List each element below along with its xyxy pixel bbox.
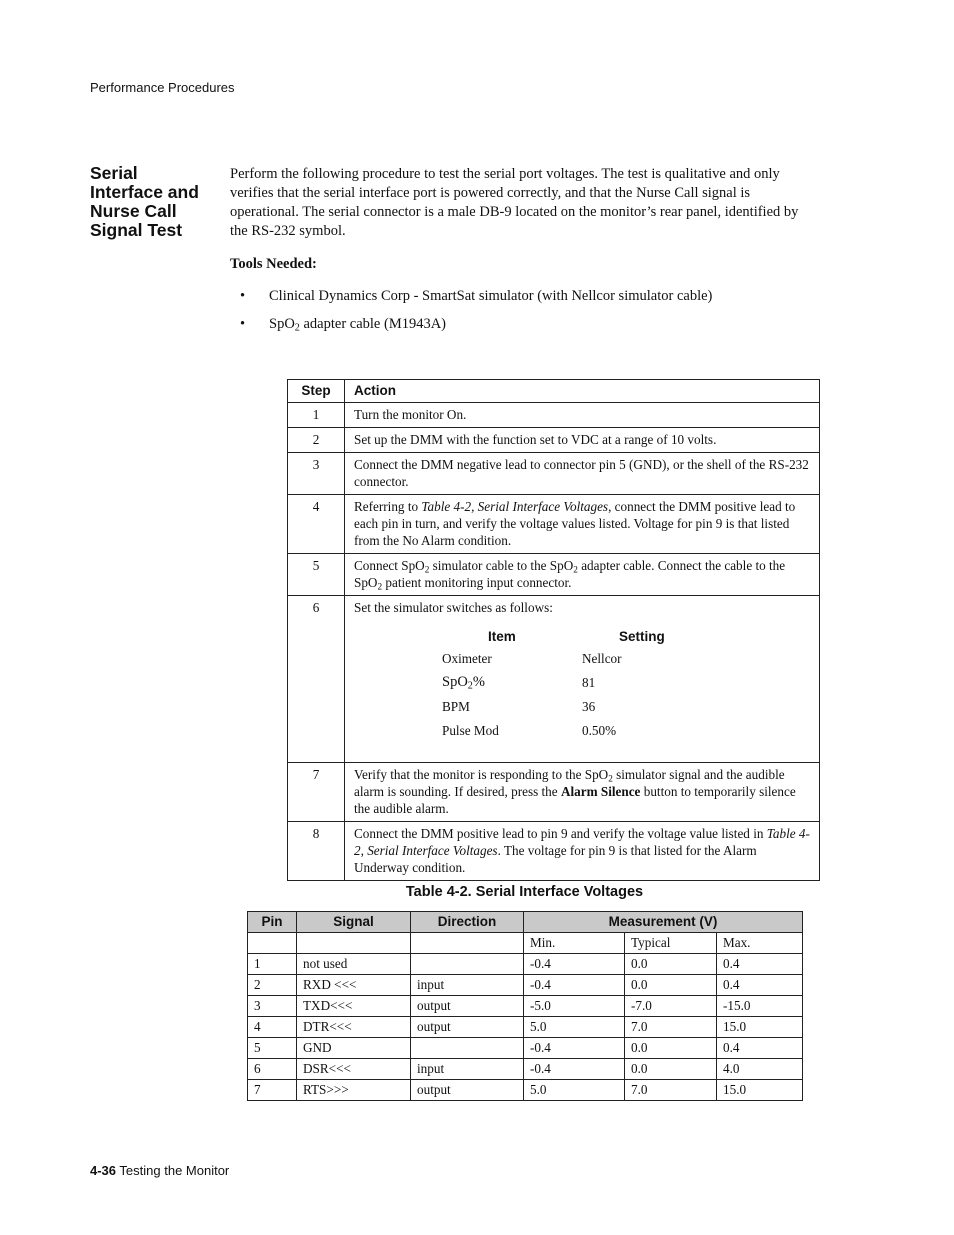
voltage-row (248, 1017, 803, 1038)
action-text: . The voltage for pin 9 is that listed for the Alarm Underway condition. (354, 843, 757, 875)
tools-needed-label: Tools Needed: (230, 256, 317, 272)
step-action (345, 596, 820, 763)
direction-cell: input (411, 975, 524, 996)
min-cell: -0.4 (524, 954, 625, 975)
pin-cell: 1 (248, 954, 297, 975)
page-number: 4-36 (90, 1163, 117, 1178)
signal-cell: GND (297, 1038, 411, 1059)
step-number: 7 (288, 763, 345, 822)
alarm-silence-label: Alarm Silence (560, 784, 641, 799)
step-number: 5 (288, 554, 345, 596)
max-cell: 4.0 (717, 1059, 803, 1080)
setting-value: Nellcor (582, 651, 622, 666)
settings-row (442, 674, 682, 698)
tool-list-item (240, 316, 446, 333)
voltage-row (248, 954, 803, 975)
signal-cell: RTS>>> (297, 1080, 411, 1101)
min-cell: -0.4 (524, 1038, 625, 1059)
step-number: 6 (288, 596, 345, 763)
direction-cell: input (411, 1059, 524, 1080)
step-number: 1 (288, 403, 345, 428)
procedure-row (288, 453, 820, 495)
direction-cell (411, 954, 524, 975)
action-text: Connect the DMM positive lead to pin 9 and verify the voltage value listed in (354, 826, 767, 841)
typical-cell: 7.0 (625, 1080, 717, 1101)
typical-cell: 0.0 (625, 975, 717, 996)
step-action: Turn the monitor On. (345, 403, 820, 428)
procedure-row (288, 596, 820, 763)
bullet-icon: • (240, 288, 246, 304)
pin-cell: 7 (248, 1080, 297, 1101)
max-cell: 15.0 (717, 1080, 803, 1101)
item-text: % (472, 674, 485, 690)
max-cell: -15.0 (717, 996, 803, 1017)
setting-value: 0.50% (582, 723, 617, 738)
tool-text: SpO (269, 316, 295, 332)
settings-row (442, 650, 682, 674)
empty-cell (411, 933, 524, 954)
direction-cell: output (411, 1017, 524, 1038)
pin-header: Pin (248, 912, 297, 933)
bullet-icon: • (240, 316, 246, 332)
signal-cell: DTR<<< (297, 1017, 411, 1038)
step-header: Step (288, 380, 345, 403)
typical-cell: -7.0 (625, 996, 717, 1017)
signal-cell: DSR<<< (297, 1059, 411, 1080)
typical-cell: 0.0 (625, 1059, 717, 1080)
procedure-row (288, 428, 820, 453)
voltage-row (248, 1038, 803, 1059)
step-action (345, 554, 820, 596)
footer-title: Testing the Monitor (119, 1163, 230, 1178)
signal-cell: TXD<<< (297, 996, 411, 1017)
action-text: button to temporarily silence the audible alarm. (354, 784, 796, 816)
settings-row (442, 698, 682, 722)
table-reference: Table 4-2, Serial Interface Voltages (354, 826, 810, 858)
setting-value: 36 (582, 699, 596, 714)
typical-cell: 7.0 (625, 1017, 717, 1038)
action-text: Referring to (354, 499, 422, 514)
typical-cell: 0.0 (625, 954, 717, 975)
procedure-header-row (288, 380, 820, 403)
voltage-row (248, 996, 803, 1017)
empty-cell (248, 933, 297, 954)
max-cell: 0.4 (717, 1038, 803, 1059)
procedure-row (288, 495, 820, 554)
action-text: simulator cable to the SpO (429, 558, 574, 573)
table-caption: Table 4-2. Serial Interface Voltages (405, 884, 644, 900)
action-text: Connect SpO (354, 558, 425, 573)
step-number: 2 (288, 428, 345, 453)
direction-cell: output (411, 1080, 524, 1101)
step-action: Connect the DMM negative lead to connector pin 5 (GND), or the shell of the RS-232 connector. (345, 453, 820, 495)
direction-cell: output (411, 996, 524, 1017)
procedure-row (288, 554, 820, 596)
action-text: Verify that the monitor is responding to the SpO (354, 767, 609, 782)
action-text: patient monitoring input connector. (382, 575, 572, 590)
signal-cell: RXD <<< (297, 975, 411, 996)
min-cell: 5.0 (524, 1080, 625, 1101)
voltage-subheader-row (248, 933, 803, 954)
direction-cell (411, 1038, 524, 1059)
tool-text: adapter cable (M1943A) (299, 316, 447, 332)
action-text: simulator signal and the audible alarm is sounding. If desired, press the (354, 767, 785, 799)
subscript: 2 (467, 680, 473, 692)
settings-header-row (442, 628, 682, 650)
subscript: 2 (294, 322, 300, 334)
max-subheader: Max. (717, 933, 803, 954)
measurement-header: Measurement (V) (524, 912, 803, 933)
subscript: 2 (573, 564, 578, 575)
min-cell: -0.4 (524, 1059, 625, 1080)
running-header: Performance Procedures (90, 80, 235, 95)
min-cell: -0.4 (524, 975, 625, 996)
action-header: Action (345, 380, 820, 403)
procedure-row (288, 763, 820, 822)
voltage-row (248, 1059, 803, 1080)
voltage-table (247, 911, 803, 1101)
step-action (345, 822, 820, 881)
section-heading: Serial Interface and Nurse Call Signal Test (90, 163, 199, 240)
settings-row (442, 722, 682, 746)
min-subheader: Min. (524, 933, 625, 954)
subscript: 2 (424, 564, 430, 575)
signal-header: Signal (297, 912, 411, 933)
item-header: Item (488, 629, 516, 644)
signal-cell: not used (297, 954, 411, 975)
step-action (345, 763, 820, 822)
simulator-settings-table (442, 628, 682, 746)
action-text: , connect the DMM positive lead to each pin in turn, and verify the voltage values listed. Voltage for pin 9 is that listed from the No Alarm condition. (354, 499, 796, 548)
procedure-row (288, 403, 820, 428)
setting-item: Pulse Mod (442, 723, 499, 738)
setting-item: Oximeter (442, 651, 492, 666)
pin-cell: 2 (248, 975, 297, 996)
item-text: SpO (442, 674, 468, 690)
procedure-row (288, 822, 820, 881)
step-action (345, 495, 820, 554)
setting-item (442, 674, 582, 698)
direction-header: Direction (411, 912, 524, 933)
action-text: adapter cable. Connect the cable to the SpO (354, 558, 786, 590)
setting-header: Setting (619, 629, 665, 644)
voltage-header-row (248, 912, 803, 933)
voltage-body (248, 954, 803, 1101)
pin-cell: 6 (248, 1059, 297, 1080)
max-cell: 0.4 (717, 954, 803, 975)
typical-cell: 0.0 (625, 1038, 717, 1059)
voltage-row (248, 1080, 803, 1101)
intro-paragraph: Perform the following procedure to test the serial port voltages. The test is qualitative and only verifies that the serial interface port is powered correctly, and that the Nurse Call signal is operational. The serial connector is a male DB-9 located on the monitor’s rear panel, identified by the RS-232 symbol. (230, 166, 799, 239)
step-number: 4 (288, 495, 345, 554)
subscript: 2 (608, 773, 613, 784)
table-reference: Table 4-2, Serial Interface Voltages (421, 499, 609, 514)
pin-cell: 5 (248, 1038, 297, 1059)
min-cell: -5.0 (524, 996, 625, 1017)
max-cell: 0.4 (717, 975, 803, 996)
procedure-table (287, 379, 820, 881)
page-footer (90, 1163, 229, 1178)
subscript: 2 (377, 581, 383, 592)
voltage-row (248, 975, 803, 996)
typical-subheader: Typical (625, 933, 717, 954)
max-cell: 15.0 (717, 1017, 803, 1038)
action-text: Set the simulator switches as follows: (354, 600, 553, 615)
step-number: 3 (288, 453, 345, 495)
step-number: 8 (288, 822, 345, 881)
setting-value: 81 (582, 675, 596, 690)
setting-item: BPM (442, 699, 470, 714)
pin-cell: 4 (248, 1017, 297, 1038)
pin-cell: 3 (248, 996, 297, 1017)
empty-cell (297, 933, 411, 954)
min-cell: 5.0 (524, 1017, 625, 1038)
tool-list-item (240, 288, 712, 305)
tool-text: Clinical Dynamics Corp - SmartSat simulator (with Nellcor simulator cable) (269, 288, 713, 304)
step-action: Set up the DMM with the function set to VDC at a range of 10 volts. (345, 428, 820, 453)
